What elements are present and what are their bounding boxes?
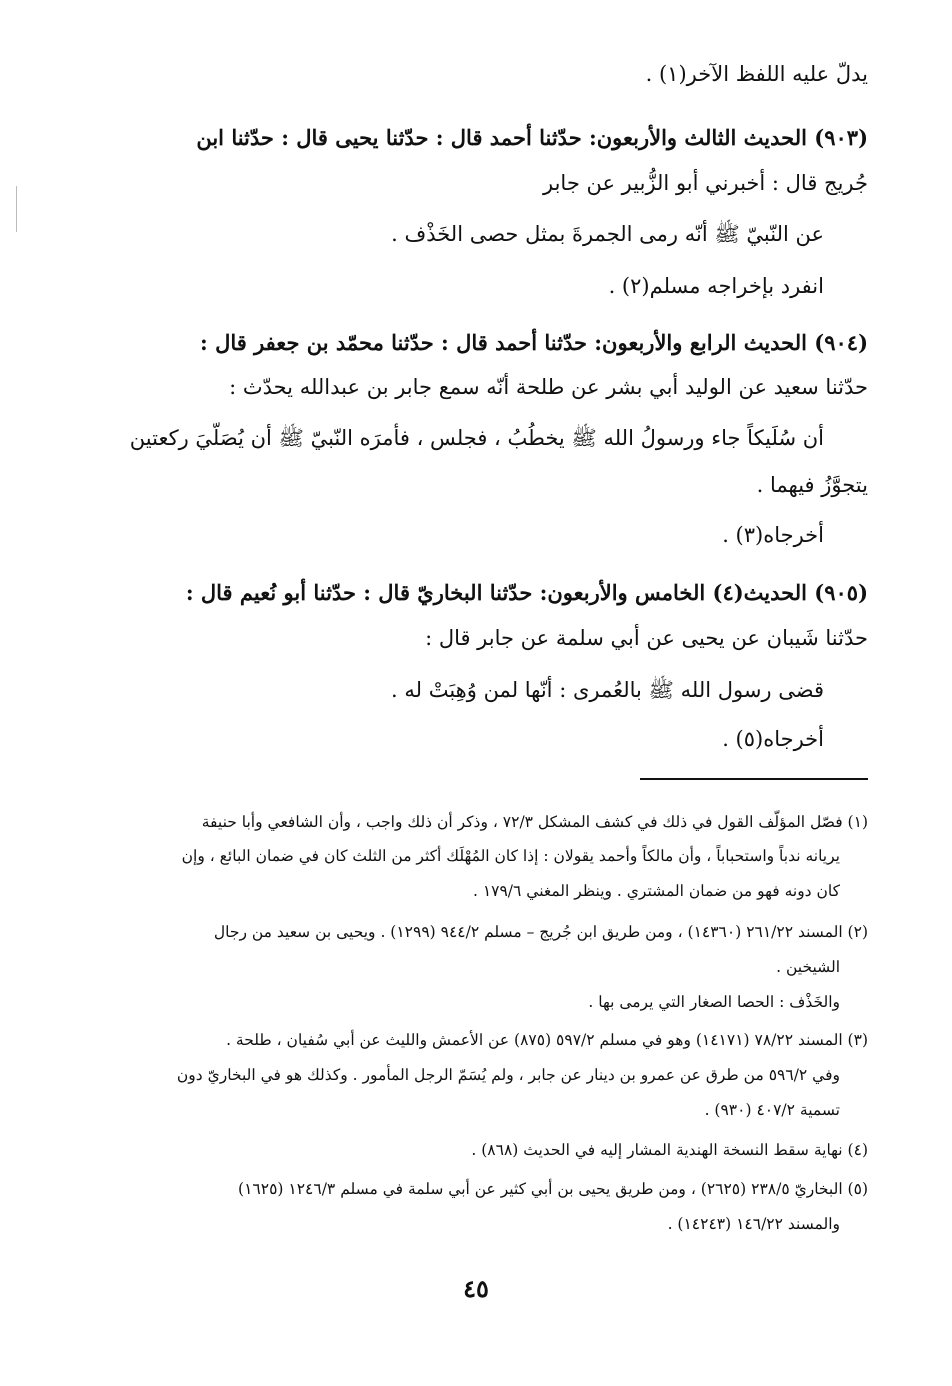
footnote-1: (١) فصّل المؤلّف القول في ذلك في كشف المشكل ٧٢/٣ ، وذكر أن ذلك واجب ، وأن الشافعي وأبا حنيفة [201,813,868,831]
hadith-904-chain: حدّثنا سعيد عن الوليد أبي بشر عن طلحة أنّه سمع جابر بن عبدالله يحدّث : [229,375,868,399]
hadith-903-heading: (٩٠٣) الحديث الثالث والأربعون: حدّثنا أحمد قال : حدّثنا يحيى قال : حدّثنا ابن [196,125,868,150]
footnote-2: (٢) المسند ٢٦١/٢٢ (١٤٣٦٠) ، ومن طريق ابن جُريج – مسلم ٩٤٤/٢ (١٢٩٩) . ويحيى بن سعيد من رجال [213,923,868,941]
footnote-2-line-3: والخَذْف : الحصا الصغار التي يرمى بها . [588,993,840,1011]
footnote-3-line-2: وفي ٥٩٦/٢ من طرق عن عمرو بن دينار عن جابر ، ولم يُسَمّ الرجل المأمور . وكذلك هو في البخاريّ دون [176,1066,840,1084]
page-number: ٤٥ [463,1274,489,1303]
footnote-5: (٥) البخاريّ ٢٣٨/٥ (٢٦٢٥) ، ومن طريق يحيى بن أبي كثير عن أبي سلمة في مسلم ١٢٤٦/٣ (١٦٢٥) [238,1180,868,1198]
footnote-3: (٣) المسند ٧٨/٢٢ (١٤١٧١) وهو في مسلم ٥٩٧/٢ (٨٧٥) عن الأعمش والليث عن أبي سُفيان ، طلحة . [226,1031,868,1049]
footnote-separator [640,778,868,780]
hadith-905-source: أخرجاه(٥) . [722,727,824,751]
hadith-903-text: عن النّبيّ ﷺ أنّه رمى الجمرةَ بمثل حصى الخَذْف . [391,222,824,246]
hadith-904-heading: (٩٠٤) الحديث الرابع والأربعون: حدّثنا أحمد قال : حدّثنا محمّد بن جعفر قال : [200,330,868,355]
hadith-905-heading: (٩٠٥) الحديث(٤) الخامس والأربعون: حدّثنا البخاريّ قال : حدّثنا أبو نُعيم قال : [185,580,868,605]
hadith-904-text: أن سُلَيكاً جاء ورسولُ الله ﷺ يخطُبُ ، فجلس ، فأمرَه النّبيّ ﷺ أن يُصَلّيَ ركعتين [129,426,824,450]
footnote-4: (٤) نهاية سقط النسخة الهندية المشار إليه في الحديث (٨٦٨) . [471,1141,868,1159]
footnote-1-line-2: يريانه ندباً واستحباباً ، وأن مالكاً وأحمد يقولان : إذا كان المُهْلَك أكثر من الثلث كان في ضمان البائع ، وإن [181,847,840,865]
text-line-continuation: يدلّ عليه اللفظ الآخر(١) . [645,62,868,86]
hadith-905-chain: حدّثنا شَيبان عن يحيى عن أبي سلمة عن جابر قال : [425,626,868,650]
footnote-2-line-2: الشيخين . [776,958,840,976]
footnote-1-line-3: كان دونه فهو من ضمان المشتري . وينظر المغني ١٧٩/٦ . [472,882,840,900]
hadith-903-chain: جُريج قال : أخبرني أبو الزُّبير عن جابر [543,171,868,195]
hadith-903-source: انفرد بإخراجه مسلم(٢) . [608,274,824,298]
hadith-905-text: قضى رسول الله ﷺ بالعُمرى : أنّها لمن وُهِبَتْ له . [391,678,824,702]
footnote-3-line-3: تسمية ٤٠٧/٢ (٩٣٠) . [704,1101,840,1119]
footnote-5-line-2: والمسند ١٤٦/٢٢ (١٤٢٤٣) . [667,1215,840,1233]
scan-mark [16,186,17,232]
hadith-904-source: أخرجاه(٣) . [722,523,824,547]
hadith-904-text-cont: يتجوَّزُ فيهما . [756,473,868,497]
